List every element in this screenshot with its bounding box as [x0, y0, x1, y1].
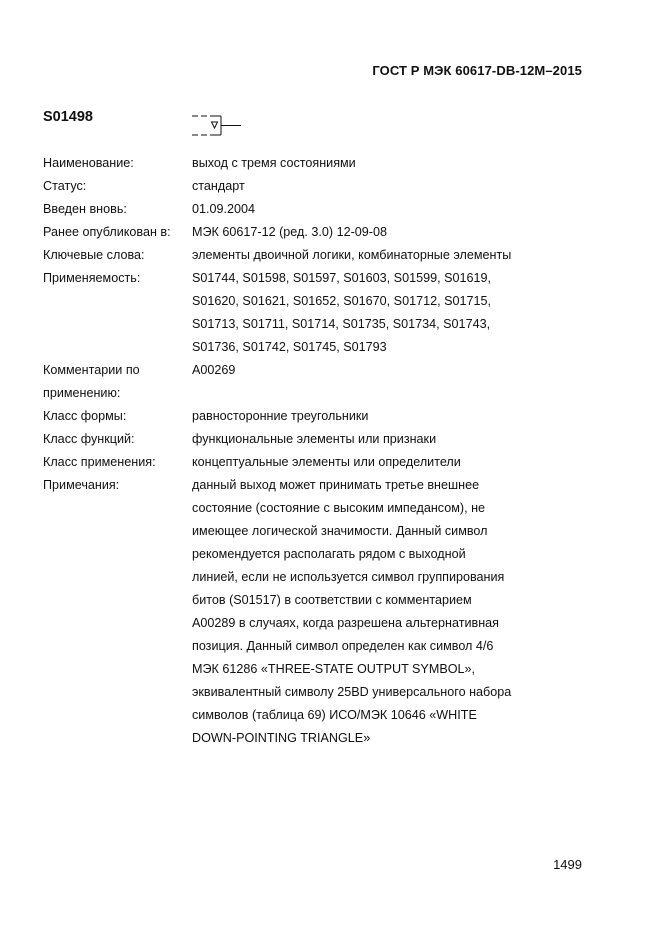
attribute-label-line: Класс формы: [43, 409, 127, 423]
attribute-value-line: состояние (состояние с высоким импедансом), не [192, 501, 486, 515]
attribute-value-line: S01736, S01742, S01745, S01793 [192, 340, 387, 354]
attribute-label-line: Комментарии по [43, 363, 140, 377]
symbol-code: S01498 [43, 109, 93, 125]
attribute-label-line: Применяемость: [43, 271, 141, 285]
attribute-row [43, 428, 603, 451]
attribute-label [43, 428, 192, 451]
attribute-label [43, 267, 192, 290]
attribute-row [43, 198, 603, 221]
attribute-value-line: A00269 [192, 363, 236, 377]
attribute-row [43, 221, 603, 244]
attribute-value-line: позиция. Данный символ определен как символ 4/6 [192, 639, 494, 653]
attribute-row [43, 451, 603, 474]
attribute-label [43, 152, 192, 175]
attribute-value-line: эквивалентный символу 25BD универсального набора [192, 685, 512, 699]
attribute-label [43, 221, 192, 244]
attribute-value [192, 198, 603, 221]
document-header: ГОСТ Р МЭК 60617-DB-12M–2015 [372, 63, 582, 78]
attribute-value-line: равносторонние треугольники [192, 409, 369, 423]
attribute-label-line: Класс функций: [43, 432, 135, 446]
attribute-label-line: Введен вновь: [43, 202, 127, 216]
attribute-value-line: данный выход может принимать третье внешнее [192, 478, 480, 492]
attribute-value-line: МЭК 60617-12 (ред. 3.0) 12-09-08 [192, 225, 387, 239]
attribute-value-line: символов (таблица 69) ИСО/МЭК 10646 «WHITE [192, 708, 477, 722]
attribute-label-line: Наименование: [43, 156, 134, 170]
attribute-label [43, 175, 192, 198]
attribute-value-line: A00289 в случаях, когда разрешена альтернативная [192, 616, 499, 630]
attribute-label-line: Статус: [43, 179, 87, 193]
attribute-value-line: S01620, S01621, S01652, S01670, S01712, S01715, [192, 294, 492, 308]
attribute-value-line: элементы двоичной логики, комбинаторные элементы [192, 248, 512, 262]
attribute-label-line: Примечания: [43, 478, 120, 492]
attribute-label-line: Ранее опубликован в: [43, 225, 171, 239]
attribute-value-line: стандарт [192, 179, 245, 193]
attribute-value [192, 474, 603, 750]
attribute-label-line: Ключевые слова: [43, 248, 145, 262]
attribute-row [43, 152, 603, 175]
attribute-value [192, 405, 603, 428]
attribute-value-line: битов (S01517) в соответствии с комментарием [192, 593, 472, 607]
attribute-label [43, 359, 192, 405]
attribute-value-line: рекомендуется располагать рядом с выходной [192, 547, 466, 561]
attribute-label [43, 198, 192, 221]
attribute-label [43, 405, 192, 428]
attribute-row [43, 244, 603, 267]
attribute-value-line: выход с тремя состояниями [192, 156, 356, 170]
attribute-value-line: S01744, S01598, S01597, S01603, S01599, S01619, [192, 271, 492, 285]
attribute-value-line: линией, если не используется символ группирования [192, 570, 505, 584]
attribute-value [192, 451, 603, 474]
attribute-value [192, 175, 603, 198]
attribute-value [192, 267, 603, 359]
attribute-value-line: функциональные элементы или признаки [192, 432, 437, 446]
attribute-row [43, 405, 603, 428]
attribute-row [43, 359, 603, 405]
attribute-label [43, 451, 192, 474]
attribute-value [192, 152, 603, 175]
attribute-value-line: концептуальные элементы или определители [192, 455, 461, 469]
attribute-label [43, 244, 192, 267]
attribute-value [192, 244, 603, 267]
attributes-list [43, 152, 603, 750]
attribute-row [43, 267, 603, 359]
attribute-value-line: S01713, S01711, S01714, S01735, S01734, S01743, [192, 317, 491, 331]
attribute-row [43, 474, 603, 750]
attribute-label-line: применению: [43, 386, 121, 400]
attribute-value [192, 428, 603, 451]
attribute-value-line: DOWN-POINTING TRIANGLE» [192, 731, 371, 745]
page-number: 1499 [553, 857, 582, 872]
three-state-output-triangle-icon [191, 112, 243, 138]
attribute-value-line: имеющее логической значимости. Данный символ [192, 524, 488, 538]
attribute-value [192, 359, 603, 382]
attribute-value-line: 01.09.2004 [192, 202, 256, 216]
attribute-row [43, 175, 603, 198]
attribute-value-line: МЭК 61286 «THREE-STATE OUTPUT SYMBOL», [192, 662, 476, 676]
attribute-label [43, 474, 192, 497]
attribute-label-line: Класс применения: [43, 455, 156, 469]
attribute-value [192, 221, 603, 244]
